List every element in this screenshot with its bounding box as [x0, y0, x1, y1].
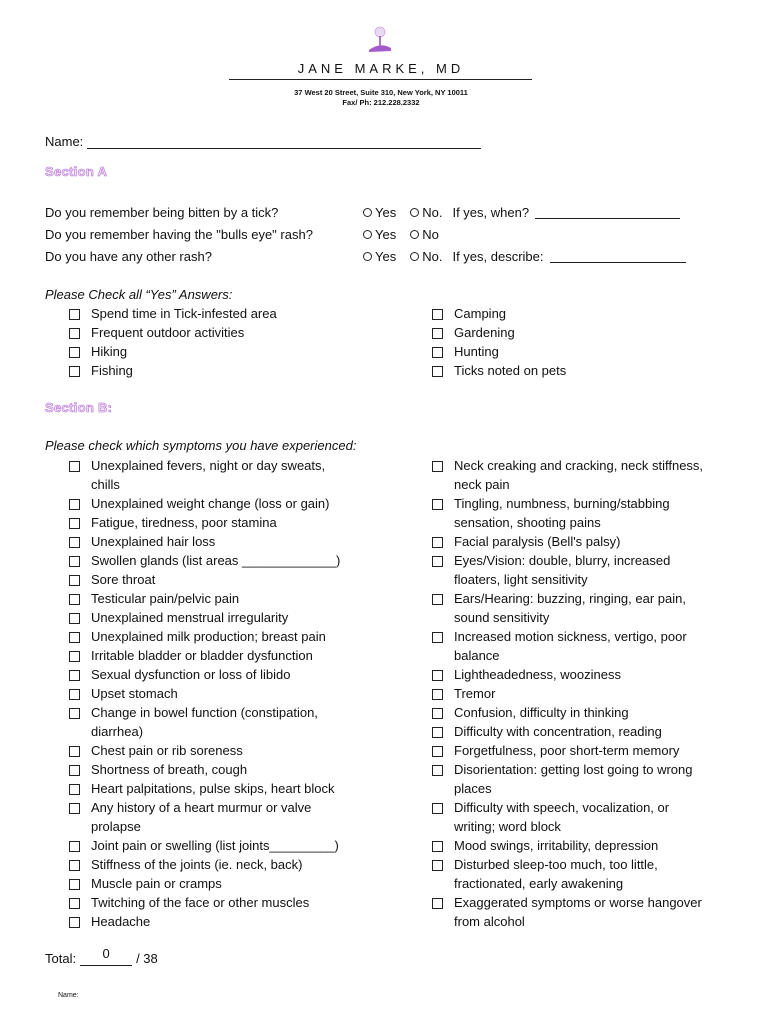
checkbox[interactable] — [432, 841, 443, 852]
checklist-item-text — [454, 342, 499, 361]
checkbox[interactable] — [69, 898, 80, 909]
section-a-title: Section A — [45, 164, 108, 179]
checklist-item — [432, 703, 722, 722]
checklist-item-line: Tingling, numbness, burning/stabbing — [454, 496, 670, 511]
checklist-item-line: Difficulty with concentration, reading — [454, 724, 662, 739]
checklist-item-text — [454, 361, 566, 380]
footer-name-label: Name: — [58, 992, 79, 999]
checklist-item-line: Ears/Hearing: buzzing, ringing, ear pain, — [454, 591, 686, 606]
checklist-item-line: Testicular pain/pelvic pain — [91, 591, 240, 606]
checklist-item-text — [91, 342, 127, 361]
checkbox[interactable] — [69, 309, 80, 320]
checklist-item — [432, 722, 722, 741]
checklist-item — [432, 798, 722, 836]
checkbox[interactable] — [69, 575, 80, 586]
checklist-item-text — [454, 836, 658, 855]
checklist-item-text — [454, 703, 629, 722]
no-radio[interactable] — [410, 252, 419, 261]
checklist-item-line: Confusion, difficulty in thinking — [454, 705, 629, 720]
total-field[interactable] — [80, 946, 132, 966]
checklist-item-line: Sore throat — [91, 572, 156, 587]
checklist-item-line: Eyes/Vision: double, blurry, increased — [454, 553, 671, 568]
checkbox[interactable] — [432, 594, 443, 605]
yes-label: Yes — [375, 249, 397, 264]
checklist-item-line: Camping — [454, 306, 507, 321]
checkbox[interactable] — [432, 556, 443, 567]
checklist-item — [69, 570, 359, 589]
checklist-item — [432, 684, 722, 703]
address-block — [230, 88, 532, 108]
checkbox[interactable] — [432, 898, 443, 909]
checklist-item-line: diarrhea) — [91, 724, 144, 739]
checkbox[interactable] — [432, 670, 443, 681]
section-b-right-list — [432, 456, 722, 931]
checklist-item — [69, 779, 359, 798]
checklist-item-line: Fatigue, tiredness, poor stamina — [91, 515, 277, 530]
checklist-item — [69, 703, 359, 741]
no-label: No — [422, 227, 439, 242]
checkbox[interactable] — [69, 784, 80, 795]
checklist-item — [432, 551, 722, 589]
checklist-item-text — [91, 798, 311, 836]
checklist-item-text — [91, 912, 150, 931]
checklist-item-line: places — [454, 781, 492, 796]
checklist-item-line: sound sensitivity — [454, 610, 550, 625]
answer-options — [363, 205, 680, 220]
checklist-item-line: Sexual dysfunction or loss of libido — [91, 667, 291, 682]
checklist-item — [432, 494, 722, 532]
checklist-item — [432, 532, 722, 551]
checklist-item-line: Spend time in Tick-infested area — [91, 306, 277, 321]
answer-options — [363, 227, 439, 242]
checklist-item — [432, 665, 722, 684]
checklist-item — [69, 551, 359, 570]
checklist-item-text — [91, 551, 340, 570]
checklist-item-line: Facial paralysis (Bell's palsy) — [454, 534, 621, 549]
no-label: No. — [422, 205, 443, 220]
checkbox[interactable] — [432, 461, 443, 472]
total-value: 0 — [102, 946, 110, 961]
checklist-item-line: Forgetfulness, poor short-term memory — [454, 743, 680, 758]
checklist-item-text — [91, 836, 339, 855]
checkbox[interactable] — [432, 309, 443, 320]
checklist-item-line: Twitching of the face or other muscles — [91, 895, 310, 910]
checklist-item — [69, 912, 359, 931]
checklist-item-text — [454, 494, 670, 532]
checkbox[interactable] — [69, 347, 80, 358]
name-field[interactable] — [87, 134, 481, 149]
checklist-item — [69, 893, 359, 912]
checkbox[interactable] — [69, 689, 80, 700]
checklist-item-line: Heart palpitations, pulse skips, heart block — [91, 781, 335, 796]
checklist-item-text — [91, 513, 277, 532]
section-a-left-list — [69, 304, 359, 380]
checklist-item-line: Lightheadedness, wooziness — [454, 667, 621, 682]
checkbox[interactable] — [69, 708, 80, 719]
checkbox[interactable] — [69, 765, 80, 776]
checklist-item-text — [454, 893, 702, 931]
checklist-item — [432, 836, 722, 855]
checklist-item-line: from alcohol — [454, 914, 525, 929]
checklist-item-text — [454, 855, 658, 893]
checklist-item-line: Hunting — [454, 344, 499, 359]
checklist-item-line: Irritable bladder or bladder dysfunction — [91, 648, 313, 663]
section-a-right-list — [432, 304, 722, 380]
checklist-item-text — [91, 646, 313, 665]
checkbox[interactable] — [69, 366, 80, 377]
checklist-item-text — [91, 456, 325, 494]
checklist-item-line: Fishing — [91, 363, 133, 378]
checklist-item-text — [91, 874, 222, 893]
checkbox[interactable] — [69, 499, 80, 510]
name-label: Name: — [45, 134, 84, 149]
checklist-item-text — [91, 684, 178, 703]
checklist-item-text — [91, 532, 215, 551]
checklist-item-text — [454, 798, 669, 836]
checkbox[interactable] — [432, 366, 443, 377]
checkbox[interactable] — [69, 917, 80, 928]
checklist-item-text — [454, 456, 703, 494]
section-b-title: Section B: — [45, 400, 113, 415]
checklist-item-text — [91, 589, 239, 608]
checklist-item-text — [91, 779, 335, 798]
checkbox[interactable] — [69, 328, 80, 339]
checklist-item — [69, 494, 359, 513]
checkbox[interactable] — [432, 727, 443, 738]
checklist-item-text — [91, 304, 277, 323]
checklist-item-line: Disorientation: getting lost going to wrong — [454, 762, 693, 777]
checkbox[interactable] — [69, 556, 80, 567]
checkbox[interactable] — [69, 670, 80, 681]
checkbox[interactable] — [69, 537, 80, 548]
checkbox[interactable] — [69, 594, 80, 605]
question-text: Do you remember having the "bulls eye" rash? — [45, 227, 313, 242]
checklist-item-line: Unexplained hair loss — [91, 534, 216, 549]
checklist-item — [69, 627, 359, 646]
checkbox[interactable] — [432, 860, 443, 871]
checklist-item-text — [91, 570, 155, 589]
checklist-item-line: Chest pain or rib soreness — [91, 743, 243, 758]
checklist-item-line: Gardening — [454, 325, 515, 340]
checklist-item-line: Any history of a heart murmur or valve — [91, 800, 312, 815]
checklist-item — [69, 684, 359, 703]
section-a-check-intro: Please Check all “Yes” Answers: — [45, 287, 233, 302]
checklist-item — [432, 323, 722, 342]
checklist-item-text — [454, 627, 687, 665]
checklist-item — [432, 741, 722, 760]
checklist-item-text — [91, 608, 288, 627]
checklist-item — [69, 361, 359, 380]
total-row — [45, 946, 158, 966]
checklist-item — [69, 798, 359, 836]
answer-options — [363, 249, 686, 264]
checklist-item — [432, 342, 722, 361]
checklist-item-text — [454, 722, 662, 741]
followup-field[interactable] — [535, 206, 680, 219]
checkbox[interactable] — [432, 537, 443, 548]
checklist-item — [432, 304, 722, 323]
checklist-item — [432, 456, 722, 494]
checklist-item-line: fractionated, early awakening — [454, 876, 624, 891]
checkbox[interactable] — [69, 518, 80, 529]
checklist-item-line: balance — [454, 648, 500, 663]
checkbox[interactable] — [432, 632, 443, 643]
checklist-item-text — [91, 741, 243, 760]
checklist-item-line: Unexplained fevers, night or day sweats, — [91, 458, 326, 473]
checklist-item-line: Disturbed sleep-too much, too little, — [454, 857, 658, 872]
checklist-item — [69, 855, 359, 874]
checklist-item-line: Muscle pain or cramps — [91, 876, 222, 891]
checkbox[interactable] — [432, 328, 443, 339]
total-label: Total: — [45, 951, 77, 966]
checklist-item — [69, 741, 359, 760]
checklist-item — [432, 589, 722, 627]
checklist-item-text — [454, 589, 686, 627]
question-text: Do you remember being bitten by a tick? — [45, 205, 279, 220]
checkbox[interactable] — [69, 860, 80, 871]
checklist-item — [69, 456, 359, 494]
checklist-item-line: Swollen glands (list areas _____________) — [91, 553, 341, 568]
checklist-item-line: Unexplained milk production; breast pain — [91, 629, 326, 644]
no-radio[interactable] — [410, 208, 419, 217]
checkbox[interactable] — [432, 499, 443, 510]
checklist-item-line: Frequent outdoor activities — [91, 325, 245, 340]
checklist-item-line: Headache — [91, 914, 151, 929]
checkbox[interactable] — [432, 746, 443, 757]
checklist-item-line: writing; word block — [454, 819, 561, 834]
checklist-item-text — [91, 665, 290, 684]
checklist-item-line: Difficulty with speech, vocalization, or — [454, 800, 670, 815]
checklist-item-text — [454, 741, 679, 760]
checklist-item-text — [91, 893, 309, 912]
checklist-item — [69, 665, 359, 684]
checklist-item-text — [91, 323, 244, 342]
no-label: No. — [422, 249, 443, 264]
checklist-item-line: Change in bowel function (constipation, — [91, 705, 318, 720]
checklist-item — [69, 608, 359, 627]
checkbox[interactable] — [69, 841, 80, 852]
followup-label: If yes, describe: — [452, 249, 544, 264]
checklist-item-text — [91, 760, 247, 779]
checklist-item-text — [454, 551, 670, 589]
yes-radio[interactable] — [363, 208, 372, 217]
checkbox[interactable] — [432, 803, 443, 814]
name-row — [45, 134, 481, 149]
checklist-item-text — [91, 627, 326, 646]
checklist-item-line: Increased motion sickness, vertigo, poor — [454, 629, 687, 644]
checklist-item — [69, 513, 359, 532]
checklist-item — [69, 342, 359, 361]
checklist-item-line: Exaggerated symptoms or worse hangover — [454, 895, 702, 910]
checklist-item — [69, 323, 359, 342]
checklist-item-text — [91, 855, 302, 874]
checklist-item-text — [454, 323, 515, 342]
tree-logo-icon — [367, 24, 393, 54]
checkbox[interactable] — [69, 803, 80, 814]
checklist-item-line: Mood swings, irritability, depression — [454, 838, 659, 853]
checklist-item — [432, 760, 722, 798]
title-divider — [229, 79, 532, 80]
checklist-item-line: floaters, light sensitivity — [454, 572, 588, 587]
checklist-item-text — [454, 665, 621, 684]
followup-label: If yes, when? — [452, 205, 530, 220]
checkbox[interactable] — [432, 708, 443, 719]
checkbox[interactable] — [432, 347, 443, 358]
checklist-item-line: Upset stomach — [91, 686, 178, 701]
checklist-item-text — [454, 532, 620, 551]
checkbox[interactable] — [432, 689, 443, 700]
checklist-item — [432, 893, 722, 931]
checklist-item-text — [91, 361, 133, 380]
checklist-item — [69, 532, 359, 551]
checklist-item — [69, 874, 359, 893]
checklist-item-line: sensation, shooting pains — [454, 515, 601, 530]
checklist-item-line: Unexplained menstrual irregularity — [91, 610, 289, 625]
checklist-item-text — [454, 760, 692, 798]
checklist-item — [69, 646, 359, 665]
yes-label: Yes — [375, 227, 397, 242]
checklist-item-line: Hiking — [91, 344, 128, 359]
section-b-left-list — [69, 456, 359, 931]
checklist-item — [69, 760, 359, 779]
checklist-item-line: Shortness of breath, cough — [91, 762, 248, 777]
yes-radio[interactable] — [363, 252, 372, 261]
checkbox[interactable] — [69, 632, 80, 643]
doctor-name: JANE MARKE, MD — [297, 61, 465, 76]
checklist-item-line: prolapse — [91, 819, 141, 834]
checklist-item-text — [454, 304, 506, 323]
checklist-item-line: Joint pain or swelling (list joints_________) — [91, 838, 339, 853]
checklist-item-line: neck pain — [454, 477, 510, 492]
checklist-item-line: Neck creaking and cracking, neck stiffness, — [454, 458, 704, 473]
checkbox[interactable] — [69, 651, 80, 662]
checkbox[interactable] — [69, 746, 80, 757]
yes-label: Yes — [375, 205, 397, 220]
checklist-item — [69, 304, 359, 323]
no-radio[interactable] — [410, 230, 419, 239]
checklist-item-line: Stiffness of the joints (ie. neck, back) — [91, 857, 303, 872]
checklist-item-text — [91, 494, 329, 513]
checklist-item-text — [454, 684, 495, 703]
address-line: 37 West 20 Street, Suite 310, New York, NY 10011 — [294, 88, 468, 97]
checklist-item-line: chills — [91, 477, 120, 492]
checklist-item-text — [91, 703, 318, 741]
checklist-item — [69, 589, 359, 608]
checklist-item-line: Tremor — [454, 686, 496, 701]
followup-field[interactable] — [550, 250, 686, 263]
checklist-item — [432, 627, 722, 665]
checklist-item — [69, 836, 359, 855]
checklist-item-line: Unexplained weight change (loss or gain) — [91, 496, 330, 511]
checkbox[interactable] — [69, 461, 80, 472]
total-out-of: / 38 — [136, 951, 158, 966]
checklist-item — [432, 855, 722, 893]
checklist-item — [432, 361, 722, 380]
checkbox[interactable] — [69, 879, 80, 890]
checkbox[interactable] — [69, 613, 80, 624]
question-text: Do you have any other rash? — [45, 249, 212, 264]
phone-line: Fax/ Ph: 212.228.2332 — [342, 98, 420, 107]
checklist-item-line: Ticks noted on pets — [454, 363, 567, 378]
section-b-intro: Please check which symptoms you have experienced: — [45, 438, 357, 453]
checkbox[interactable] — [432, 765, 443, 776]
yes-radio[interactable] — [363, 230, 372, 239]
